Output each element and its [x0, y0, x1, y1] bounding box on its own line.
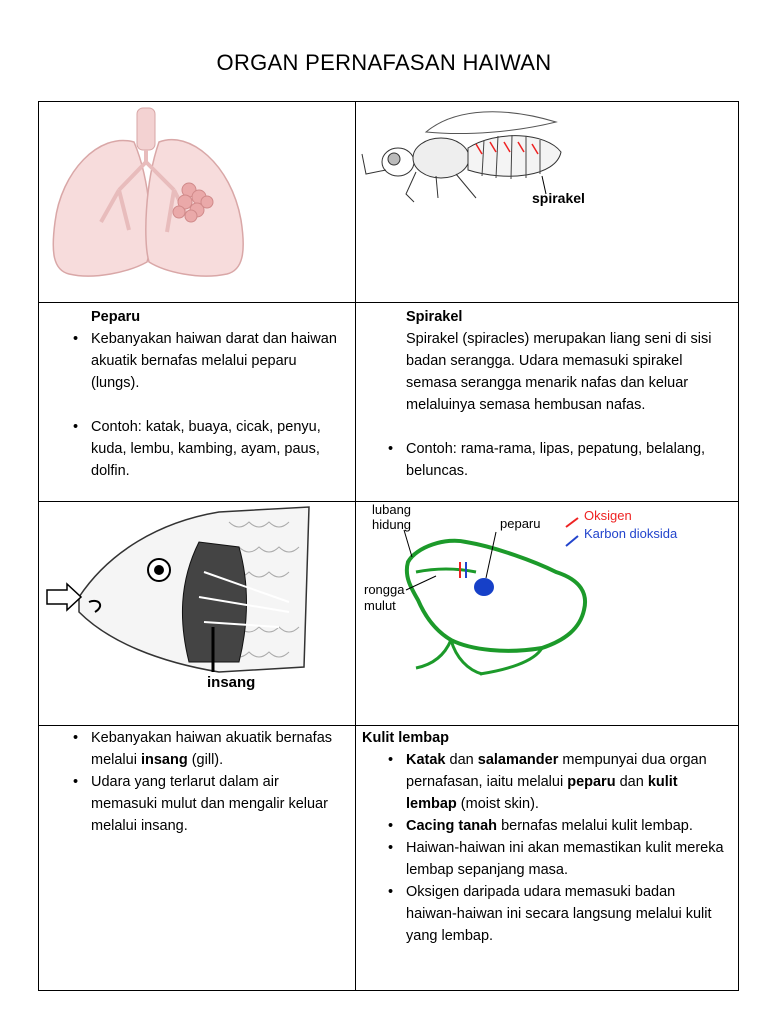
- list-item: • Kebanyakan haiwan darat dan haiwan akuatik bernafas melalui peparu (lungs).: [91, 328, 343, 394]
- co2-legend: Karbon dioksida: [584, 526, 678, 541]
- spirakel-heading: Spirakel: [406, 309, 463, 325]
- kulit-cell: [356, 726, 739, 991]
- insang-cell: [39, 726, 356, 991]
- fish-gill-illustration: [39, 502, 356, 720]
- list-item: • Cacing tanah bernafas melalui kulit lembap.: [406, 815, 726, 837]
- water-in-arrow-icon: [47, 584, 81, 610]
- lungs-image-cell: [39, 102, 356, 303]
- kulit-heading: Kulit lembap: [362, 730, 450, 746]
- oxygen-legend: Oksigen: [584, 508, 632, 523]
- insect-image-cell: [356, 102, 739, 303]
- peparu-cell: [39, 303, 356, 502]
- lungs-illustration: [39, 102, 356, 297]
- peparu-heading: Peparu: [91, 309, 141, 325]
- gill-label: insang: [207, 674, 256, 691]
- list-item: • Kebanyakan haiwan akuatik bernafas melalui insang (gill).: [91, 727, 343, 771]
- spiracle-label: spirakel: [532, 190, 585, 206]
- list-item: • Contoh: rama-rama, lipas, pepatung, belalang, beluncas.: [406, 438, 728, 482]
- organ-table: [38, 101, 739, 991]
- spirakel-paragraph: Spirakel (spiracles) merupakan liang seni di sisi badan serangga. Udara memasuki spirakel semasa serangga menarik nafas dan keluar melaluinya semasa hembusan nafas.: [406, 331, 712, 413]
- mouth-label-2: mulut: [364, 598, 396, 613]
- mouth-label: rongga: [364, 582, 405, 597]
- spirakel-cell: [356, 303, 739, 502]
- insect-illustration: [356, 102, 739, 297]
- list-item: • Oksigen daripada udara memasuki badan haiwan-haiwan ini secara langsung melalui kulit yang lembap.: [406, 881, 726, 947]
- list-item: • Katak dan salamander mempunyai dua organ pernafasan, iaitu melalui peparu dan kulit lembap (moist skin).: [406, 749, 726, 815]
- lungs-label: peparu: [500, 516, 541, 531]
- list-item: • Contoh: katak, buaya, cicak, penyu, kuda, lembu, kambing, ayam, paus, dolfin.: [91, 416, 343, 482]
- frog-image-cell: [356, 502, 739, 726]
- nose-label-2: hidung: [372, 517, 412, 532]
- fish-image-cell: [39, 502, 356, 726]
- frog-illustration: [356, 502, 739, 720]
- list-item: • Udara yang terlarut dalam air memasuki mulut dan mengalir keluar melalui insang.: [91, 771, 343, 837]
- page-title: ORGAN PERNAFASAN HAIWAN: [216, 50, 552, 75]
- list-item: • Haiwan-haiwan ini akan memastikan kulit mereka lembap sepanjang masa.: [406, 837, 726, 881]
- nose-label: lubang: [372, 502, 412, 517]
